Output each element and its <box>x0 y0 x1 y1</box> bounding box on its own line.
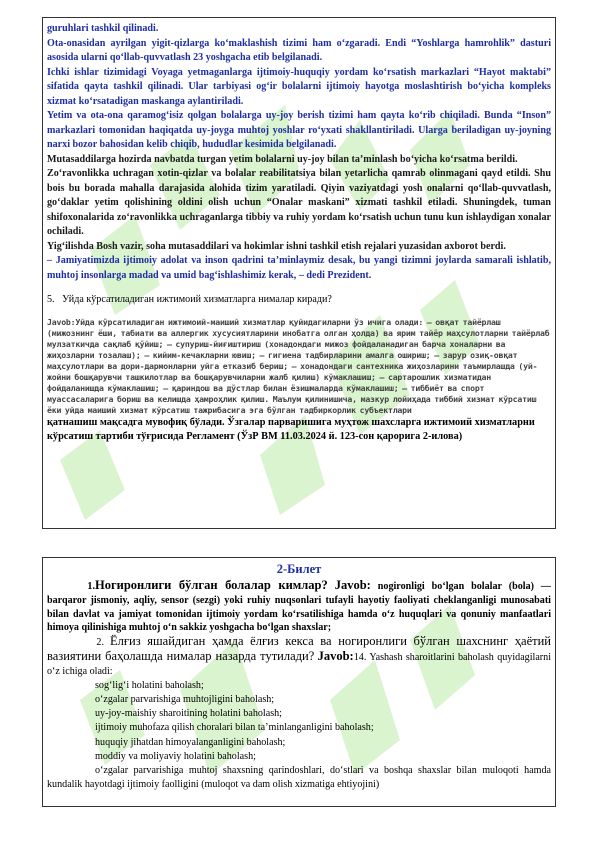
answer-text: 14. Yashash sharoitlarini baholash quyidagilarni o‘z ichiga oladi: <box>47 651 552 677</box>
list-item: ijtimoiy muhofaza qilish choralari bilan ta’minlanganligini baholash; <box>95 722 374 734</box>
question-1 <box>47 579 551 635</box>
assessment-list <box>47 679 551 765</box>
paragraph: guruhlari tashkil qilinadi. <box>47 23 159 34</box>
question-number: 1. <box>87 581 95 592</box>
paragraph: Ichki ishlar tizimidagi Voyaga yetmaganlarga ijtimoiy-huquqiy yordam ko‘rsatish markazlari “Hayot maktabi” sifatida qayta tashkil qilinadi. Ular tarbiyasi og‘ir bolalarni ijtimoiy hayotga moslashtirish bo‘yicha kompleks xizmat ko‘rsatadigan maskanga aylantiriladi. <box>47 66 551 107</box>
question-2 <box>47 635 551 678</box>
paragraph: – Jamiyatimizda ijtimoiy adolat va inson qadrini ta’minlaymiz desak, bu yangi tizimni joylarda samarali ishlatib, muhtoj insonlarga madad va umid bag‘ishlashimiz kerak, – dedi Prezident. <box>47 255 551 281</box>
list-item: uy-joy-maishiy sharoitining holatini baholash; <box>95 708 282 720</box>
question-text: Ёлғиз яшайдиган ҳамда ёлғиз кекса ва ногиронлиги бўлган шахснинг ҳаётий вазиятини баҳолашда нималар назарда тутилади? <box>47 634 551 663</box>
list-last-item: o‘zgalar parvarishiga muhtoj shaxsning qarindoshlari, do‘stlari va boshqa shaxslar bilan muloqoti hamda kundalik hayotdagi ijtimoiy faolligini (muloqot va dam olish xizmatiga ehtiyojini) <box>47 765 551 791</box>
ticket-2 <box>42 557 556 807</box>
answer-tail: қатнашиш мақсадга мувофиқ бўлади. Ўзгалар парваришига муҳтож шахсларга ижтимоий хизматларни кўрсатиш тартиби тўғрисида Регламент (ЎзР ВМ 11.03.2024 й. 123-сон қарорига 2-илова) <box>47 417 535 442</box>
question-text: Ногиронлиги бўлган болалар кимлар? <box>95 578 328 592</box>
list-item: o‘zgalar parvarishiga muhtojligini baholash; <box>95 693 275 705</box>
javob-label: Javob: <box>334 578 371 592</box>
paragraph: Zo‘ravonlikka uchragan xotin-qizlar va bolalar reabilitatsiya bilan yetarlicha qamrab olinmagani qayd etildi. Shu bois bu borada mahalla darajasida alohida tizim yaratiladi. Qiyin vaziyatdagi yosh onalarni qo‘llab-quvvatlash, go‘daklar yetim qolishining oldini olish uchun “Onalar maskani” xizmati tashkil etiladi. Shuningdek, tuman shifoxonalarida zo‘ravonlikka uchraganlarga tibbiy va ruhiy yordam ko‘rsatish uchun tunu kun ishlaydigan xonalar ochiladi. <box>47 168 551 237</box>
paragraph: Yetim va ota-ona qaramog‘isiz qolgan bolalarga uy-joy berish tizimi ham qayta ko‘rib chiqiladi. Bunda “Inson” markazlari tomonidan haqiqatda uy-joyga muhtoj yoshlar ro‘yxati shakllantiriladi. Ularga beriladigan uy-joyning narxi bozor bahosidan kelib chiqib, hududlar kesimida belgilanadi. <box>47 110 551 150</box>
answer-text: Javob:Уйда кўрсатиладиган ижтимоий-маиший хизматлар қуйидагиларни ўз ичига олади: – овқат тайёрлаш (мижознинг ёши, табиати ва аллергик хусусиятларини инобатга олган ҳолда) ва ярим тайёр маҳсулотларни тайёрлаб мулзаткичда сақлаб қўйиш; – супуриш-йиғиштириш (хонадондаги мижоз фойдаланадиган барча хоналарни ва жиҳозларни тозалаш); – кийим-кечакларни ювиш; – гигиена тадбирларини амалга ошириш; – зарур озиқ-овқат маҳсулотлари ва дори-дармонларни уйга етказиб бериш; – хонадондаги сантехника жиҳозларини таъмирлашда (уй-жойни бошқарувчи ташкилотлар ва бошқарувчиларни жалб қилиш) кўмаклашиш; – сартарошлик хизматидан фойдаланишда кўмаклашиш; – қариндош ва дўстлар билан ёзишмаларда кўмаклашиш; – тиббиёт ва спорт муассасаларига бориш ва келишда ҳамроҳлик қилиш. Маълум қилинишича, мазкур лойиҳада тиббий хизмат кўрсатиш ёки уйда маиший хизмат кўрсатиш тажрибасига эга бўлган тадбиркорлик субъектлари <box>47 317 550 415</box>
question-text: Уйда кўрсатиладиган ижтимоий хизматларга нималар киради? <box>62 294 332 305</box>
javob-label: Javob: <box>317 648 354 663</box>
ticket-title: 2-Билет <box>276 562 322 576</box>
question-5 <box>47 293 551 307</box>
paragraph: Yig‘ilishda Bosh vazir, soha mutasaddilari va hokimlar ishni tashkil etish rejalari yuzasidan axborot berdi. <box>47 240 506 252</box>
answer-text: nogironligi bo‘lgan bolalar (bola) — barqaror jismoniy, aqliy, sensor (sezgi) yoki ruhiy nuqsonlari tufayli hayotiy faoliyati cheklanganligi munosabati bilan davlat va jamiyat tomonidan ijtimoiy yordam ko‘rsatilishiga hamda o‘z huquqlari va qonuniy manfaatlari himoya qilinishiga muhtoj o‘n sakkiz yoshgacha bo‘lgan shaxslar; <box>47 581 552 634</box>
paragraph: Ota-onasidan ayrilgan yigit-qizlarga ko‘maklashish tizimi ham o‘zgaradi. Endi “Yoshlarga hamrohlik” dasturi asosida ularni qo‘llab-quvvatlash 23 yoshgacha etib belgilanadi. <box>47 37 551 63</box>
list-item: sog‘lig‘i holatini baholash; <box>95 679 204 691</box>
list-item: moddiy va moliyaviy holatini baholash; <box>95 751 256 763</box>
question-number: 5. <box>47 294 55 305</box>
ticket-1-continuation <box>42 17 556 529</box>
paragraph: Mutasaddilarga hozirda navbatda turgan yetim bolalarni uy-joy bilan ta’minlash bo‘yicha ko‘rsatma berildi. <box>47 153 518 165</box>
list-item: huquqiy jihatdan himoyalanganligini baholash; <box>95 736 286 748</box>
question-number: 2. <box>96 637 104 649</box>
